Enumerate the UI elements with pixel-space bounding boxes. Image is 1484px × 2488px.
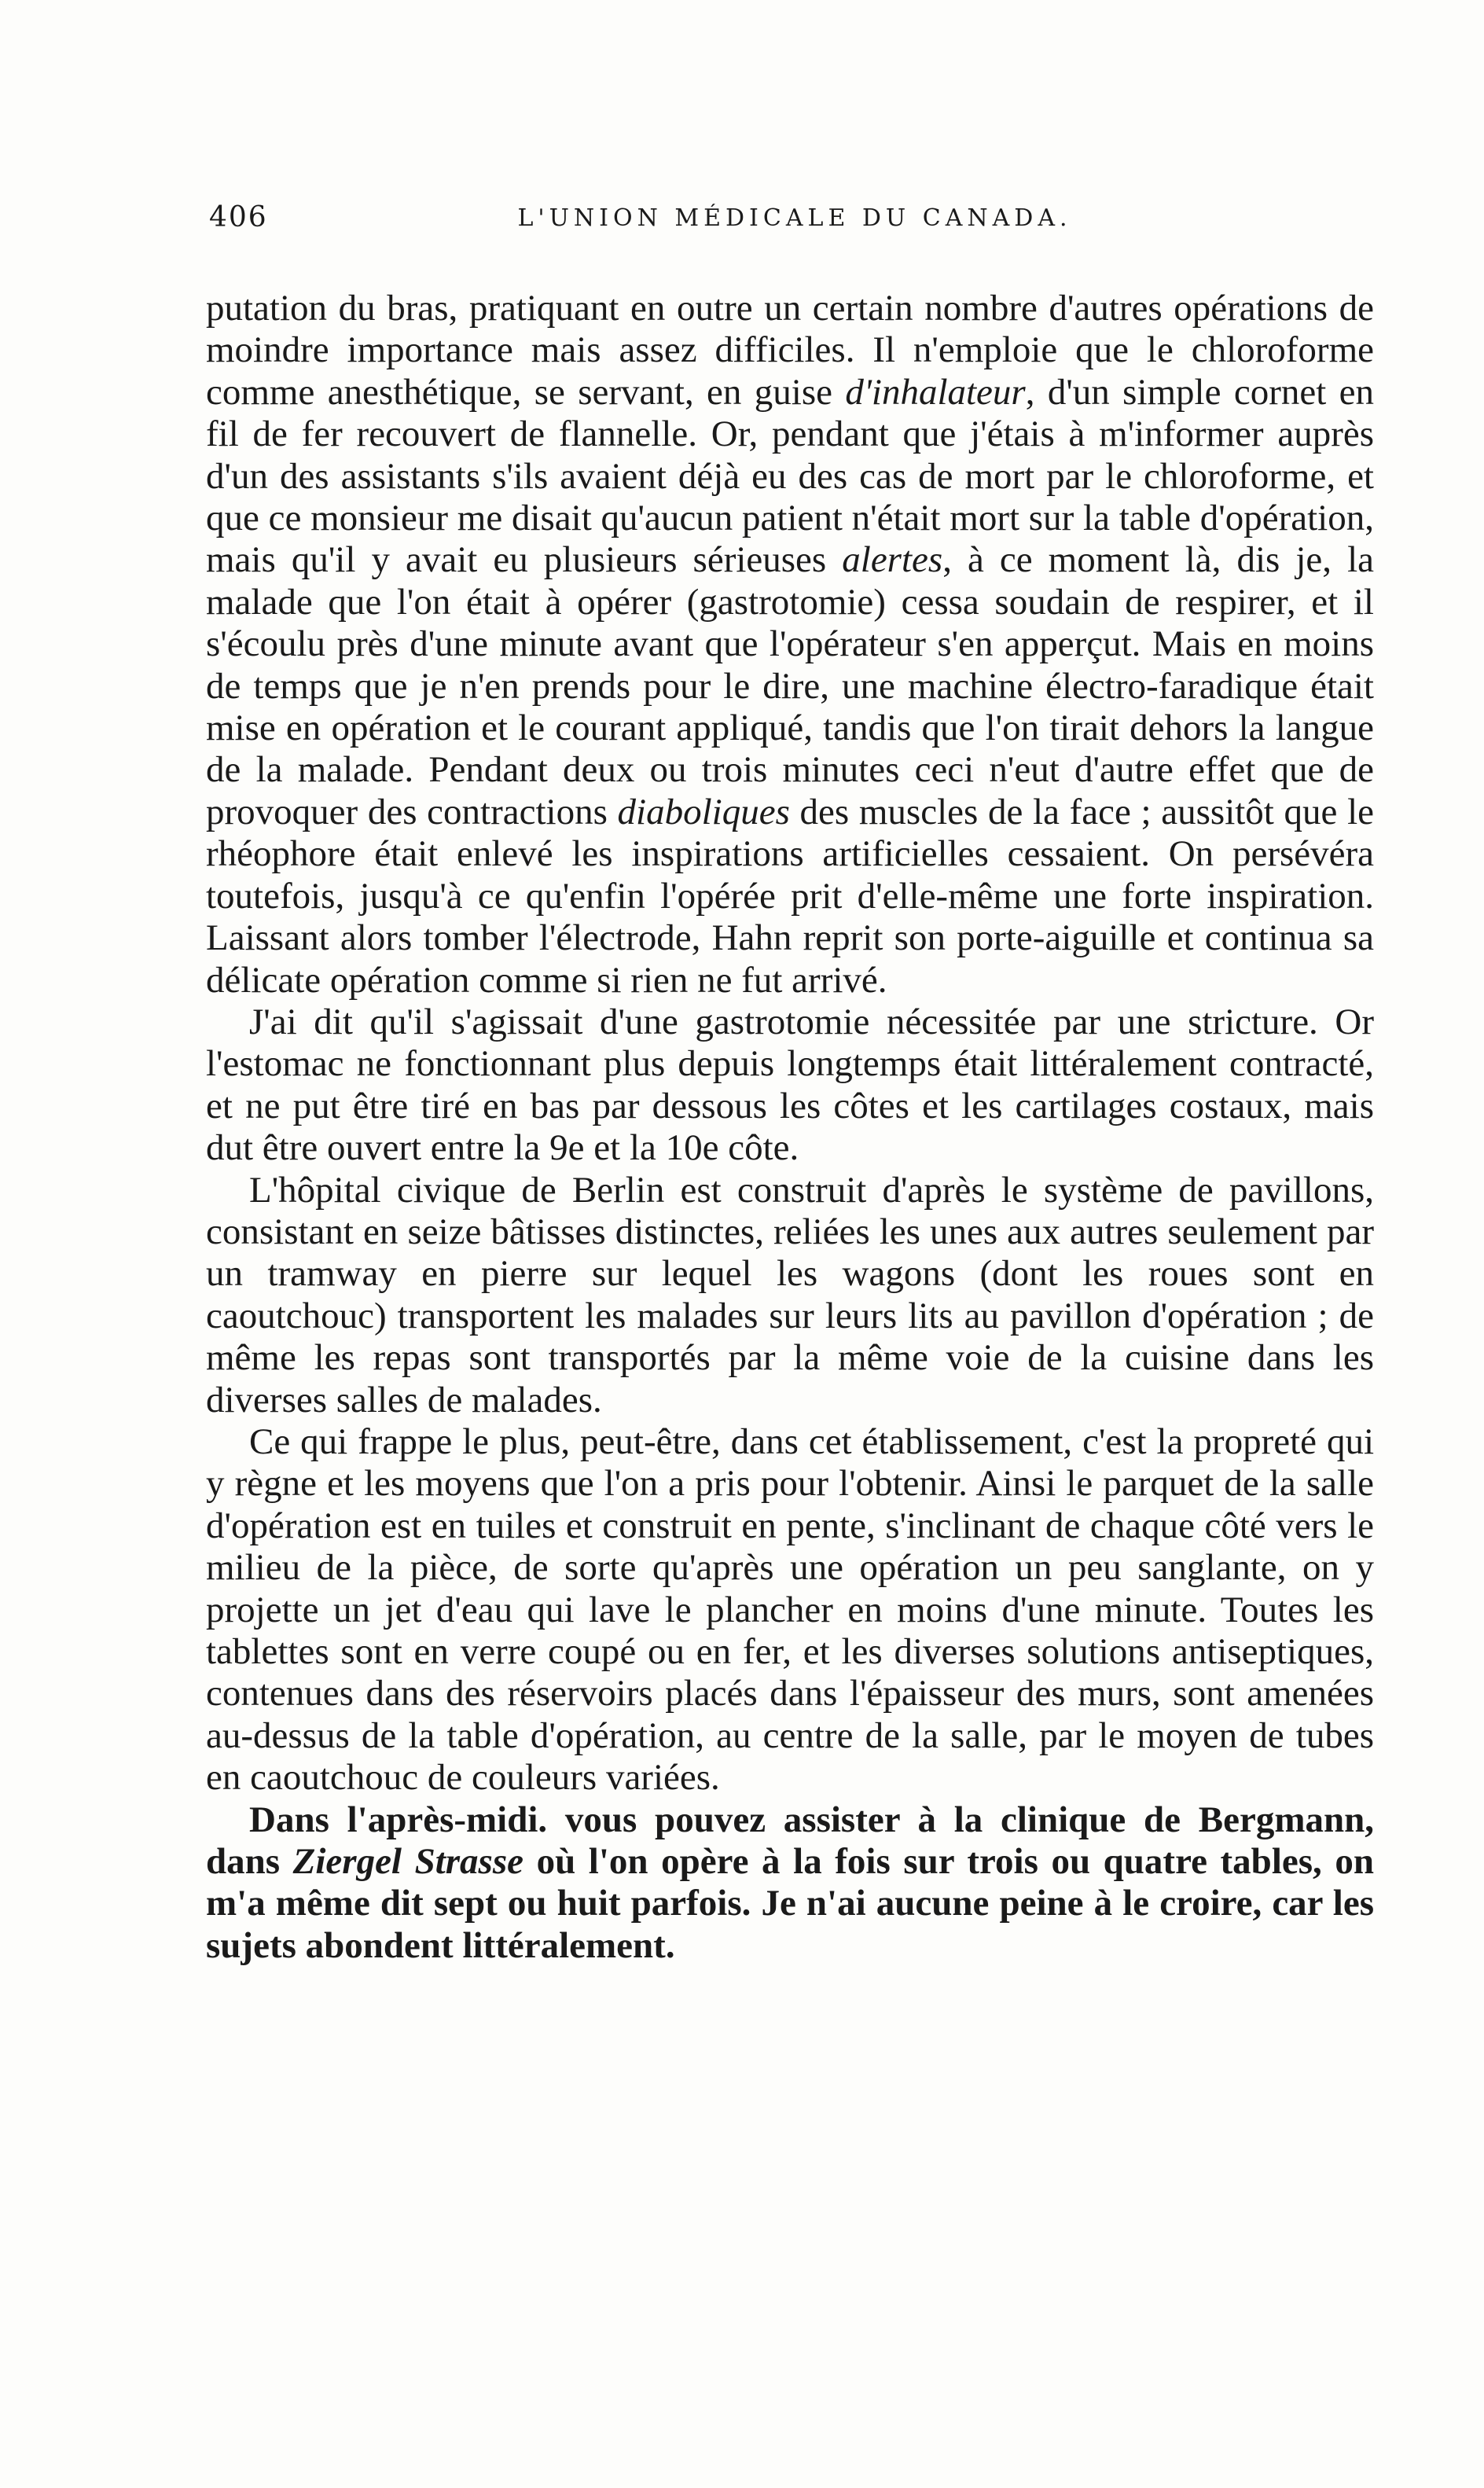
- text-run: Dans l'après-midi. vous pouvez assister à la clinique de Bergmann, dans: [206, 1799, 1374, 1883]
- page-header: [209, 201, 1380, 248]
- italic-term-alertes: alertes: [842, 539, 943, 581]
- text-run: où l'on opère à la fois sur trois ou quatre tables, on m'a même dit sept ou huit parfois. Je n'ai aucune peine à le croire, car les sujets abondent littéralement.: [206, 1841, 1374, 1966]
- text-run: , à ce moment là, dis je, la malade que l'on était à opérer (gastrotomie) cessa soudain de respirer, et il s'écoulu près d'une minute avant que l'opérateur s'en apperçut. Mais en moins de temps que je n'en prends pour le dire, une machine électro-faradique était mise en opération et le courant appliqué, tandis que l'on tirait dehors la langue de la malade. Pendant deux ou trois minutes ceci n'eut d'autre effet que de provoquer des contractions: [206, 539, 1374, 832]
- italic-street-name: Ziergel Strasse: [292, 1841, 523, 1883]
- italic-term-diaboliques: diaboliques: [617, 791, 790, 832]
- paragraph-5: [206, 1799, 1374, 1968]
- article-body: [206, 288, 1374, 1967]
- text-run: putation du bras, pratiquant en outre un certain nombre d'autres opérations de moindre importance mais assez difficiles. Il n'emploie que le chloroforme comme anesthétique, se servant, en guise: [206, 288, 1374, 413]
- text-run: , d'un simple cornet en fil de fer recouvert de flannelle. Or, pendant que j'étais à m'informer auprès d'un des assistants s'ils avaient déjà eu des cas de mort par le chloroforme, et que ce monsieur me disait qu'aucun patient n'était mort sur la table d'opération, mais qu'il y avait eu plusieurs sérieuses: [206, 371, 1374, 581]
- paragraph-1: [206, 288, 1374, 1001]
- paragraph-3: L'hôpital civique de Berlin est construit d'après le système de pavillons, consistant en seize bâtisses distinctes, reliées les unes aux autres seulement par un tramway en pierre sur lequel les wagons (dont les roues sont en caoutchouc) transportent les malades sur leurs lits au pavillon d'opération ; de même les repas sont transportés par la même voie de la cuisine dans les diverses salles de malades.: [206, 1169, 1374, 1420]
- text-run: des muscles de la face ; aussitôt que le rhéophore était enlevé les inspirations artificielles cessaient. On persévéra toutefois, jusqu'à ce qu'enfin l'opérée prit d'elle-même une forte inspiration. Laissant alors tomber l'électrode, Hahn reprit son porte-aiguille et continua sa délicate opération comme si rien ne fut arrivé.: [206, 791, 1374, 1001]
- italic-term-inhalateur: d'inhalateur: [845, 371, 1026, 413]
- paragraph-2: J'ai dit qu'il s'agissait d'une gastrotomie nécessitée par une stricture. Or l'estomac ne fonctionnant plus depuis longtemps était littéralement contracté, et ne put être tiré en bas par dessous les côtes et les cartilages costaux, mais dut être ouvert entre la 9e et la 10e côte.: [206, 1001, 1374, 1169]
- running-head: L'UNION MÉDICALE DU CANADA.: [517, 204, 1072, 232]
- page-number: 406: [209, 201, 268, 233]
- paragraph-4: Ce qui frappe le plus, peut-être, dans cet établissement, c'est la propreté qui y règne et les moyens que l'on a pris pour l'obtenir. Ainsi le parquet de la salle d'opération est en tuiles et construit en pente, s'inclinant de chaque côté vers le milieu de la pièce, de sorte qu'après une opération un peu sanglante, on y projette un jet d'eau qui lave le plancher en moins d'une minute. Toutes les tablettes sont en verre coupé ou en fer, et les diverses solutions antiseptiques, contenues dans des réservoirs placés dans l'épaisseur des murs, sont amenées au-dessus de la table d'opération, au centre de la salle, par le moyen de tubes en caoutchouc de couleurs variées.: [206, 1420, 1374, 1799]
